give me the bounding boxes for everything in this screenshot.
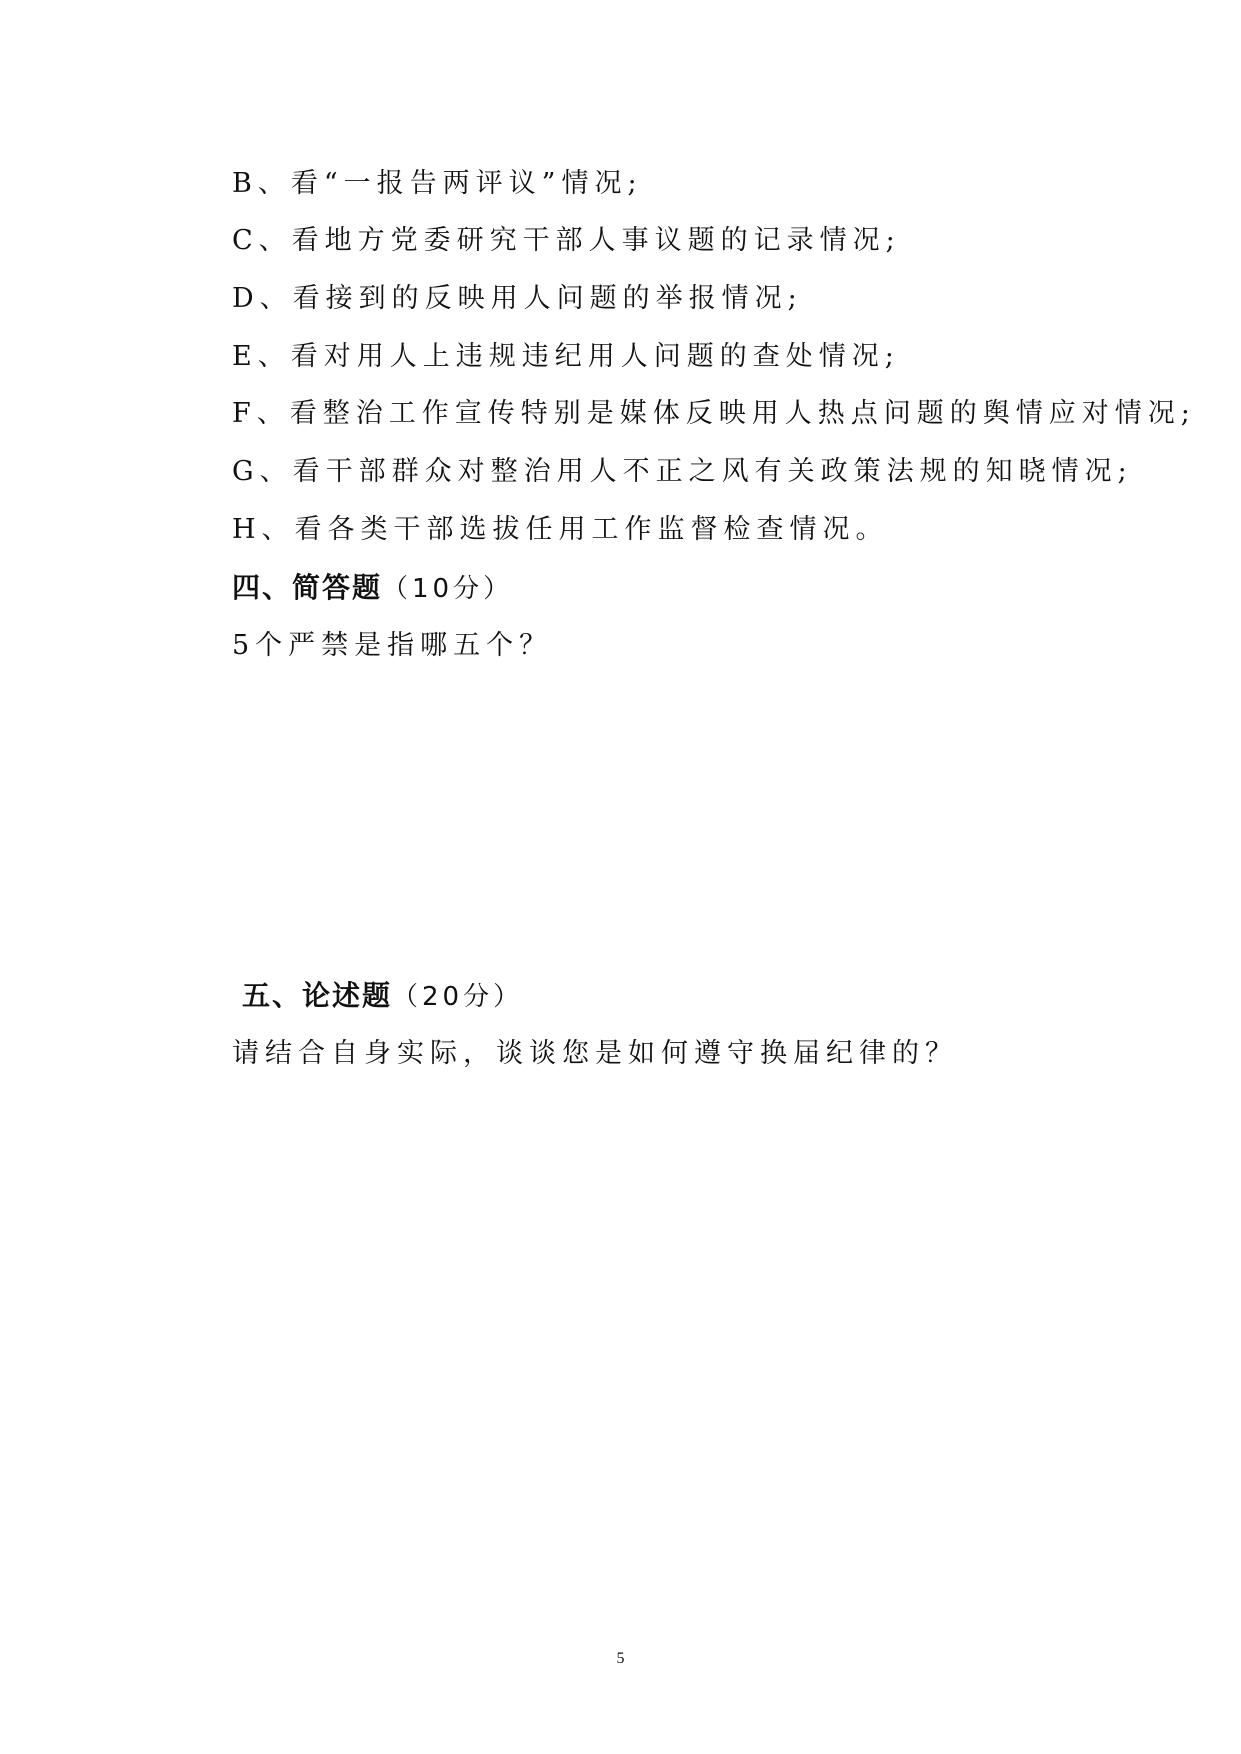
option-c: C、看地方党委研究干部人事议题的记录情况; (232, 225, 901, 256)
option-e: E、看对用人上违规违纪用人问题的查处情况; (232, 341, 900, 372)
option-h: H、看各类干部选拔任用工作监督检查情况。 (232, 514, 889, 545)
section-4-heading (232, 570, 513, 607)
page-number: 5 (616, 1650, 625, 1667)
section-5-heading (242, 978, 523, 1015)
option-g: G、看干部群众对整治用人不正之风有关政策法规的知晓情况; (232, 456, 1133, 487)
section-5-title: 五、论述题 (242, 979, 393, 1012)
section-4-score: （10分） (382, 574, 514, 604)
section-5-question: 请结合自身实际，谈谈您是如何遵守换届纪律的？ (232, 1038, 958, 1069)
section-4-question: 5个严禁是指哪五个？ (232, 630, 553, 661)
option-f: F、看整治工作宣传特别是媒体反映用人热点问题的舆情应对情况; (232, 398, 1196, 429)
option-d: D、看接到的反映用人问题的举报情况; (232, 283, 803, 314)
section-4-title: 四、简答题 (232, 571, 383, 604)
option-b: B、看“一报告两评议”情况; (232, 168, 643, 199)
section-5-score: （20分） (392, 982, 524, 1012)
